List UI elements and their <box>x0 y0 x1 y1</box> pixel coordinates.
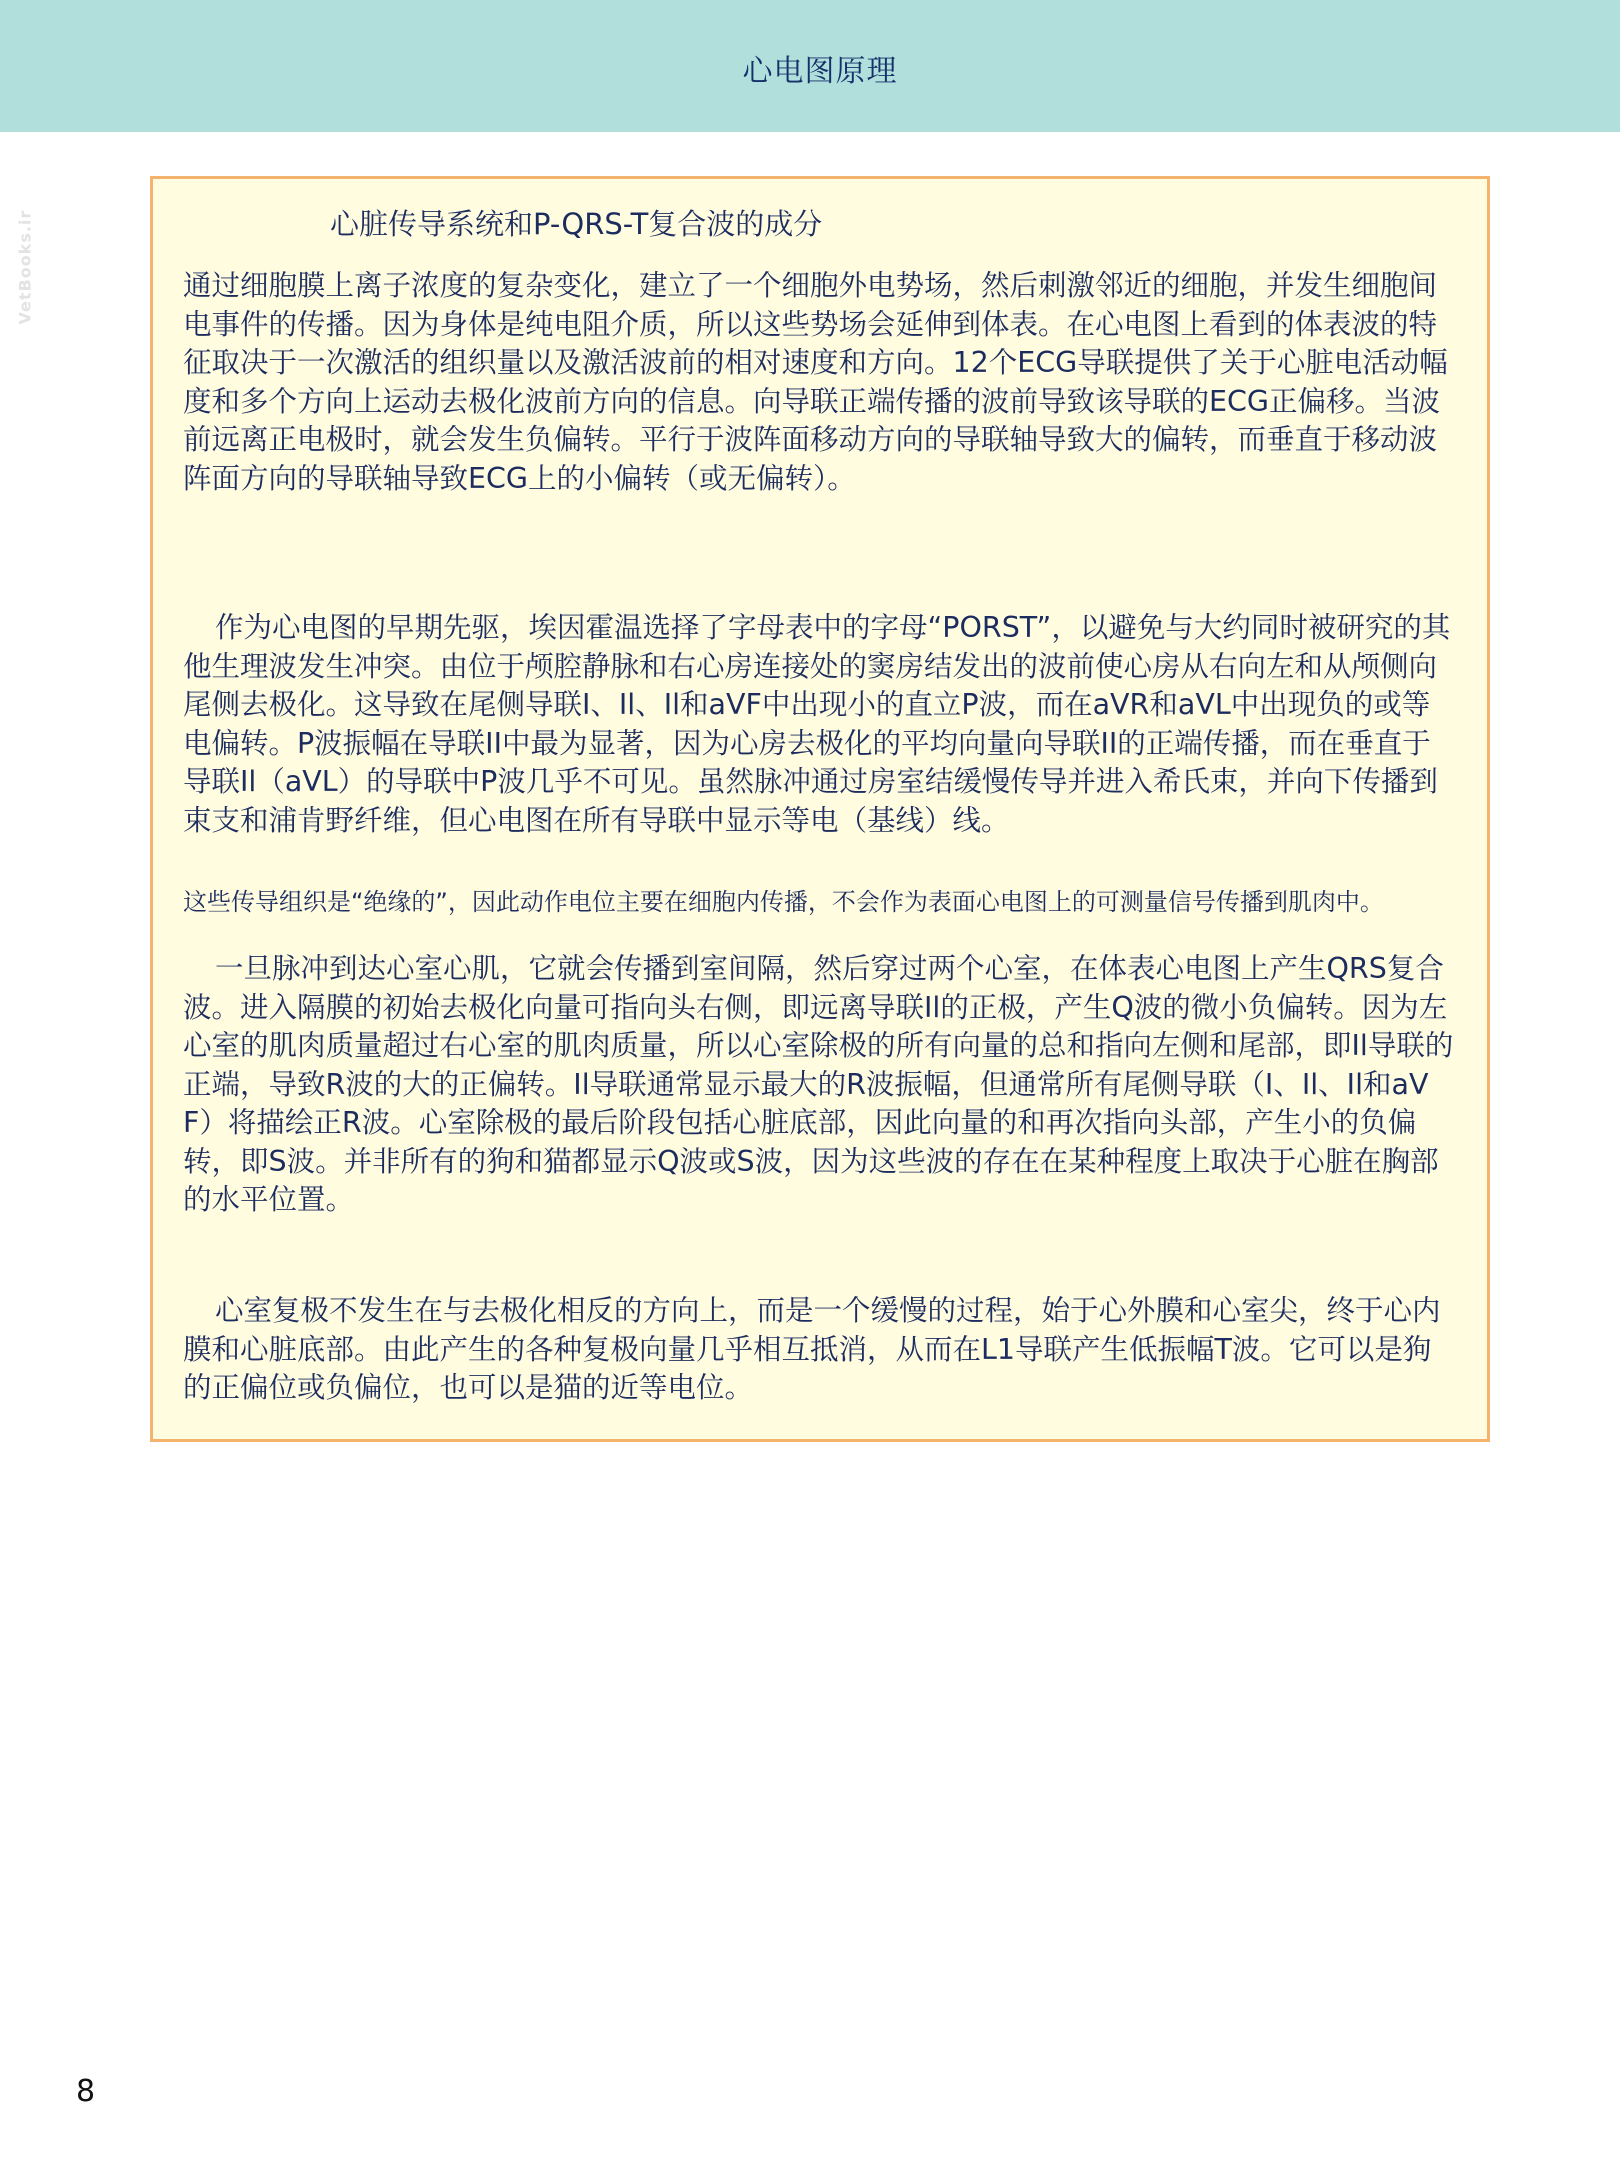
paragraph-2: 作为心电图的早期先驱，埃因霍温选择了字母表中的字母“PORST”，以避免与大约同时被研究的其他生理波发生冲突。由位于颅腔静脉和右心房连接处的窦房结发出的波前使心房从右向左和从颅侧向尾侧去极化。这导致在尾侧导联I、Il、Il和aVF中出现小的直立P波，而在aVR和aVL中出现负的或等电偏转。P波振幅在导联II中最为显著，因为心房去极化的平均向量向导联II的正端传播，而在垂直于导联Il（aVL）的导联中P波几乎不可见。虽然脉冲通过房室结缓慢传导并进入希氏束，并向下传播到束支和浦肯野纤维，但心电图在所有导联中显示等电（基线）线。 <box>183 611 1451 837</box>
page-number: 8 <box>76 2074 96 2109</box>
page-header-title: 心电图原理 <box>742 54 898 89</box>
watermark: VetBooks.ir <box>15 209 35 325</box>
paragraph-4: 一旦脉冲到达心室心肌，它就会传播到室间隔，然后穿过两个心室，在体表心电图上产生QRS复合波。进入隔膜的初始去极化向量可指向头右侧，即远离导联Il的正极，产生Q波的微小负偏转。因为左心室的肌肉质量超过右心室的肌肉质量，所以心室除极的所有向量的总和指向左侧和尾部，即Il导联的正端，导致R波的大的正偏转。Il导联通常显示最大的R波振幅，但通常所有尾侧导联（I、Il、Il和aVF）将描绘正R波。心室除极的最后阶段包括心脏底部，因此向量的和再次指向头部，产生小的负偏转，即S波。并非所有的狗和猫都显示Q波或S波，因为这些波的存在在某种程度上取决于心脏在胸部的水平位置。 <box>183 952 1454 1216</box>
paragraph-1: 通过细胞膜上离子浓度的复杂变化，建立了一个细胞外电势场，然后刺激邻近的细胞，并发生细胞间电事件的传播。因为身体是纯电阻介质，所以这些势场会延伸到体表。在心电图上看到的体表波的特征取决于一次激活的组织量以及激活波前的相对速度和方向。12个ECG导联提供了关于心脏电活动幅度和多个方向上运动去极化波前方向的信息。向导联正端传播的波前导致该导联的ECG正偏移。当波前远离正电极时，就会发生负偏转。平行于波阵面移动方向的导联轴导致大的偏转，而垂直于移动波阵面方向的导联轴导致ECG上的小偏转（或无偏转）。 <box>183 269 1448 495</box>
section-title: 心脏传导系统和P-QRS-T复合波的成分 <box>330 207 823 241</box>
paragraph-3: 这些传导组织是“绝缘的”，因此动作电位主要在细胞内传播，不会作为表面心电图上的可测量信号传播到肌肉中。 <box>183 888 1384 916</box>
paragraph-5: 心室复极不发生在与去极化相反的方向上，而是一个缓慢的过程，始于心外膜和心室尖，终于心内膜和心脏底部。由此产生的各种复极向量几乎相互抵消，从而在L1导联产生低振幅T波。它可以是狗的正偏位或负偏位，也可以是猫的近等电位。 <box>183 1294 1441 1404</box>
